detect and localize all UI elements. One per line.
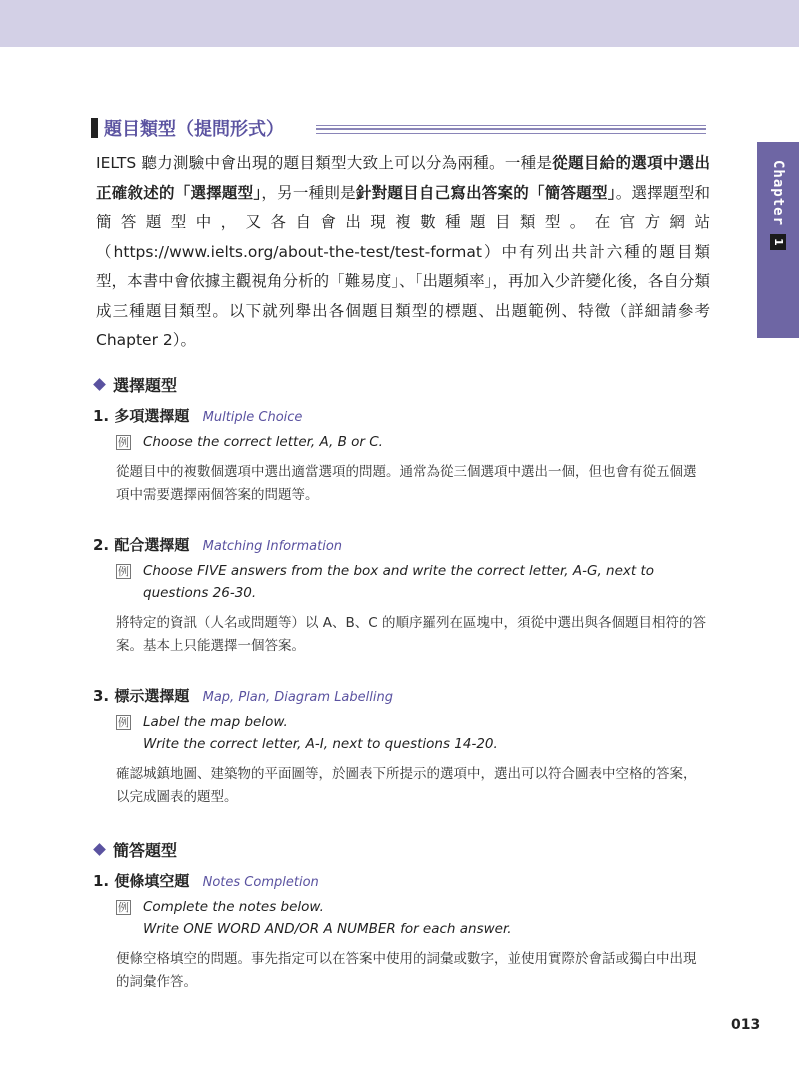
section-title: 題目類型（提問形式） xyxy=(104,119,284,140)
item-heading xyxy=(93,870,319,891)
example-line xyxy=(143,431,383,453)
item-english-title: Map, Plan, Diagram Labelling xyxy=(202,690,393,705)
example-line: Write ONE WORD AND/OR A NUMBER for each answer. xyxy=(143,921,512,937)
item-description: 將特定的資訊（人名或問題等）以 A、B、C 的順序羅列在區塊中，須從中選出與各個題目相符的答案。基本上只能選擇一個答案。 xyxy=(116,615,707,654)
item-english-title: Matching Information xyxy=(202,539,343,554)
item-title: 便條填空題 xyxy=(114,872,190,890)
diamond-icon xyxy=(93,378,106,391)
intro-text-1: IELTS 聽力測驗中會出現的題目類型大致上可以分為兩種。一種是 xyxy=(96,154,553,172)
top-header-band xyxy=(0,0,799,47)
item-description: 便條空格填空的問題。事先指定可以在答案中使用的詞彙或數字，並使用實際於會話或獨白中出現的詞彙作答。 xyxy=(116,951,697,990)
diamond-icon xyxy=(93,843,106,856)
item-description: 確認城鎮地圖、建築物的平面圖等，於圖表下所提示的選項中，選出可以符合圖表中空格的答案，以完成圖表的題型。 xyxy=(116,766,697,805)
item-heading xyxy=(93,685,393,706)
intro-bold-short: 針對題目自己寫出答案的「簡答題型」 xyxy=(355,183,616,202)
item-title: 標示選擇題 xyxy=(114,687,190,705)
example-icon: 例 xyxy=(118,436,129,449)
heading-rule xyxy=(316,125,706,134)
intro-bold-choice: 從題目給的選項中選出正確敘述的「選擇題型」 xyxy=(96,154,710,202)
chapter-label: Chapter xyxy=(770,160,786,227)
choice-heading xyxy=(93,373,177,396)
chapter-number: 1 xyxy=(770,234,786,250)
example-icon: 例 xyxy=(118,901,129,914)
intro-text-2: ，另一種則是 xyxy=(261,183,356,202)
item-heading xyxy=(93,405,302,426)
short-heading xyxy=(93,838,177,861)
example-line: questions 26-30. xyxy=(143,585,257,601)
example-text: Choose the correct letter, A, B or C. xyxy=(143,434,383,450)
item-number: 1. xyxy=(93,407,110,425)
choice-heading-text: 選擇題型 xyxy=(113,376,178,395)
item-english-title: Notes Completion xyxy=(202,875,319,890)
item-description: 從題目中的複數個選項中選出適當選項的問題。通常為從三個選項中選出一個，但也會有從五個選項中需要選擇兩個答案的問題等。 xyxy=(116,464,697,503)
item-title: 配合選擇題 xyxy=(114,536,190,554)
intro-text-3: 。選擇題型和簡答題型中，又各自會出現複數種題目類型。在官方網站（https://www.ielts.org/about-the-test/test-format）中有列出共計六種的題目類型，本書中會依據主觀視角分析的「難易度」、「出題頻率」，再加入少許變化後，各自分類成三種題目類型。以下就列舉出各個題目類型的標題、出題範例、特徵（詳細請參考 Chapter 2）。 xyxy=(96,183,710,349)
page-number: 013 xyxy=(731,1017,761,1033)
short-heading-text: 簡答題型 xyxy=(113,841,178,860)
item-number: 1. xyxy=(93,872,110,890)
example-icon: 例 xyxy=(118,716,129,729)
example-line: Label the map below. xyxy=(143,714,288,730)
intro-paragraph xyxy=(96,149,710,356)
example-line: Choose FIVE answers from the box and write the correct letter, A-G, next to xyxy=(143,563,655,579)
section-heading xyxy=(91,116,284,140)
example-icon: 例 xyxy=(118,565,129,578)
item-number: 2. xyxy=(93,536,110,554)
example-line: Write the correct letter, A-I, next to questions 14-20. xyxy=(143,736,498,752)
heading-bar-icon xyxy=(91,118,98,138)
item-title: 多項選擇題 xyxy=(114,407,190,425)
item-number: 3. xyxy=(93,687,110,705)
item-heading xyxy=(93,534,342,555)
item-english-title: Multiple Choice xyxy=(202,410,303,425)
chapter-tab xyxy=(757,142,799,338)
example-line: Complete the notes below. xyxy=(143,899,324,915)
